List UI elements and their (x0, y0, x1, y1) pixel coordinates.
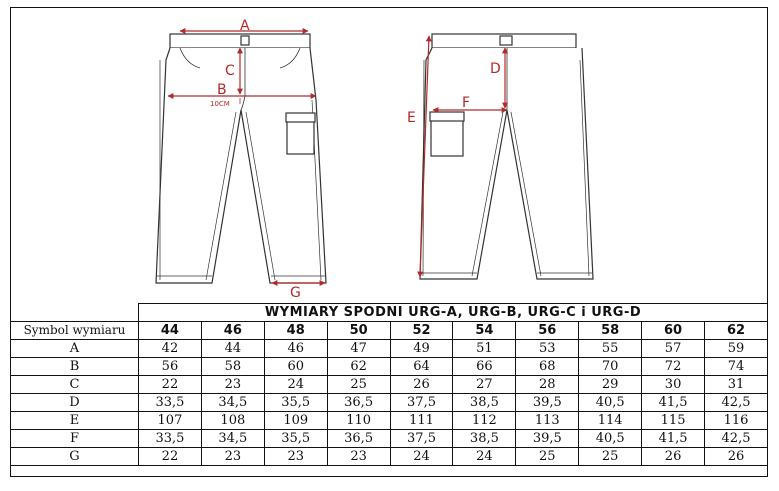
table-row (11, 394, 768, 412)
dim-d-label: D (490, 61, 501, 77)
value-cell: 110 (327, 412, 390, 430)
front-cargo-flap (286, 113, 315, 122)
value-cell: 25 (327, 376, 390, 394)
size-table (10, 303, 768, 466)
size-header: 60 (642, 322, 705, 340)
back-trousers-outline (420, 48, 593, 279)
value-cell: 59 (705, 340, 768, 358)
dim-c-label: C (225, 63, 235, 79)
size-header: 52 (390, 322, 453, 340)
dim-offset-label: 10CM (210, 100, 230, 108)
table-row (11, 340, 768, 358)
dim-a-label: A (240, 18, 250, 34)
dim-b-label: B (217, 82, 227, 98)
value-cell: 24 (390, 448, 453, 466)
front-belt-buckle (241, 36, 249, 45)
value-cell: 41,5 (642, 394, 705, 412)
value-cell: 62 (327, 358, 390, 376)
title-blank-cell (11, 304, 139, 322)
value-cell: 26 (642, 448, 705, 466)
size-header: 56 (516, 322, 579, 340)
value-cell: 42,5 (705, 394, 768, 412)
value-cell: 66 (453, 358, 516, 376)
value-cell: 35,5 (264, 430, 327, 448)
value-cell: 58 (201, 358, 264, 376)
value-cell: 37,5 (390, 430, 453, 448)
value-cell: 23 (201, 448, 264, 466)
value-cell: 57 (642, 340, 705, 358)
value-cell: 68 (516, 358, 579, 376)
table-row (11, 358, 768, 376)
value-cell: 23 (201, 376, 264, 394)
symbol-cell: E (11, 412, 139, 430)
value-cell: 38,5 (453, 430, 516, 448)
value-cell: 70 (579, 358, 642, 376)
value-cell: 49 (390, 340, 453, 358)
size-header: 44 (139, 322, 202, 340)
table-row (11, 412, 768, 430)
size-header: 62 (705, 322, 768, 340)
symbol-header: Symbol wymiaru (11, 322, 139, 340)
value-cell: 37,5 (390, 394, 453, 412)
dim-f-label: F (462, 95, 471, 111)
header-row (11, 322, 768, 340)
table-row (11, 376, 768, 394)
size-header: 46 (201, 322, 264, 340)
front-cargo-pocket (287, 118, 314, 154)
value-cell: 33,5 (139, 430, 202, 448)
value-cell: 40,5 (579, 430, 642, 448)
front-trousers-outline (156, 48, 326, 283)
symbol-cell: C (11, 376, 139, 394)
table-title: WYMIARY SPODNI URG-A, URG-B, URG-C i URG-D (139, 304, 768, 322)
value-cell: 111 (390, 412, 453, 430)
back-view-trousers (420, 34, 593, 279)
value-cell: 33,5 (139, 394, 202, 412)
dim-g-label: G (290, 285, 301, 301)
value-cell: 46 (264, 340, 327, 358)
table-row (11, 430, 768, 448)
value-cell: 42 (139, 340, 202, 358)
symbol-cell: D (11, 394, 139, 412)
symbol-cell: A (11, 340, 139, 358)
value-cell: 22 (139, 448, 202, 466)
value-cell: 114 (579, 412, 642, 430)
symbol-cell: F (11, 430, 139, 448)
dim-e-label: E (407, 110, 416, 126)
value-cell: 55 (579, 340, 642, 358)
value-cell: 35,5 (264, 394, 327, 412)
value-cell: 24 (264, 376, 327, 394)
size-header: 58 (579, 322, 642, 340)
value-cell: 47 (327, 340, 390, 358)
value-cell: 24 (453, 448, 516, 466)
value-cell: 25 (516, 448, 579, 466)
value-cell: 39,5 (516, 430, 579, 448)
value-cell: 27 (453, 376, 516, 394)
value-cell: 42,5 (705, 430, 768, 448)
front-waistband (170, 34, 310, 48)
value-cell: 39,5 (516, 394, 579, 412)
size-header: 54 (453, 322, 516, 340)
value-cell: 74 (705, 358, 768, 376)
value-cell: 30 (642, 376, 705, 394)
value-cell: 64 (390, 358, 453, 376)
value-cell: 36,5 (327, 394, 390, 412)
value-cell: 53 (516, 340, 579, 358)
value-cell: 109 (264, 412, 327, 430)
value-cell: 29 (579, 376, 642, 394)
value-cell: 113 (516, 412, 579, 430)
size-header: 50 (327, 322, 390, 340)
value-cell: 31 (705, 376, 768, 394)
value-cell: 26 (390, 376, 453, 394)
value-cell: 25 (579, 448, 642, 466)
value-cell: 56 (139, 358, 202, 376)
value-cell: 107 (139, 412, 202, 430)
value-cell: 108 (201, 412, 264, 430)
value-cell: 41,5 (642, 430, 705, 448)
front-view-trousers (156, 34, 326, 283)
value-cell: 23 (327, 448, 390, 466)
size-header: 48 (264, 322, 327, 340)
value-cell: 28 (516, 376, 579, 394)
value-cell: 23 (264, 448, 327, 466)
symbol-cell: B (11, 358, 139, 376)
value-cell: 112 (453, 412, 516, 430)
value-cell: 34,5 (201, 430, 264, 448)
value-cell: 44 (201, 340, 264, 358)
value-cell: 34,5 (201, 394, 264, 412)
value-cell: 60 (264, 358, 327, 376)
value-cell: 115 (642, 412, 705, 430)
value-cell: 116 (705, 412, 768, 430)
value-cell: 26 (705, 448, 768, 466)
title-row (11, 304, 768, 322)
value-cell: 22 (139, 376, 202, 394)
value-cell: 38,5 (453, 394, 516, 412)
back-belt-buckle (500, 36, 512, 45)
value-cell: 51 (453, 340, 516, 358)
back-cargo-flap (430, 112, 464, 121)
table-row (11, 448, 768, 466)
value-cell: 40,5 (579, 394, 642, 412)
back-cargo-pocket (431, 118, 463, 156)
symbol-cell: G (11, 448, 139, 466)
value-cell: 36,5 (327, 430, 390, 448)
value-cell: 72 (642, 358, 705, 376)
